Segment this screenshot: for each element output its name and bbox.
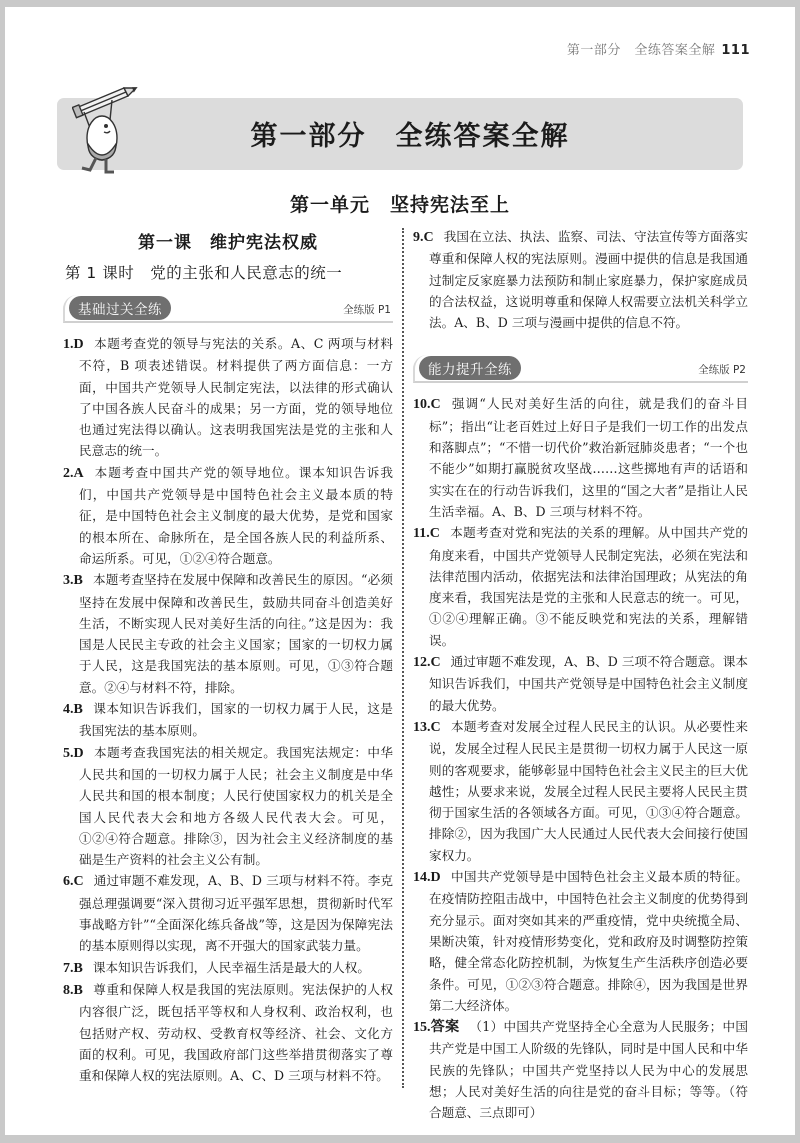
section-badge: 能力提升全练 (419, 356, 521, 380)
answer-item (63, 742, 393, 871)
answer-text: 本题考查坚持在发展中保障和改善民生的原因。“必须坚持在发展中保障和改善民生，鼓励共同奋斗创造美好生活，不断实现人民对美好生活的向往。”这是因为：我国是人民民主专政的社会主义国家；国家的一切权力属于人民，这是我国宪法的基本原则。可见，①③符合题意。②④与材料不符，排除。 (79, 572, 393, 695)
answer-list (413, 393, 748, 1123)
answer-item (63, 957, 393, 979)
answer-text: 本题考查我国宪法的相关规定。我国宪法规定：中华人民共和国的一切权力属于人民；社会主义制度是中华人民共和国的根本制度；人民行使国家权力的机关是全国人民代表大会和地方各级人民代表大会。可见，①②④符合题意。排除③，因为社会主义经济制度的基础是生产资料的社会主义公有制。 (79, 744, 393, 868)
answer-item (63, 979, 393, 1086)
answer-item (413, 716, 748, 866)
answer-text: 通过审题不难发现，A、B、D 三项与材料不符。李克强总理强调要“深入贯彻习近平强军思想，贯彻新时代军事战略方针”“全面深化练兵备战”等，这是因为保障宪法的基本原则得以实现，离不开强大的国家武装力量。 (79, 873, 393, 954)
answer-list (63, 333, 393, 1086)
unit-title: 第一单元 坚持宪法至上 (289, 194, 510, 216)
answer-number: 1.D (63, 337, 84, 352)
page-number: 111 (721, 43, 750, 58)
answer-text: 中国共产党领导是中国特色社会主义最本质的特征。在疫情防控阻击战中，中国特色社会主义制度的优势得到充分显示。面对突如其来的严重疫情，党中央统揽全局、果断决策，针对疫情形势变化，党和政府及时调整防控策略，健全常态化防控机制，为恢复生产生活秩序创造必要条件。可见，①②③符合题意。排除④，因为我国是世界第二大经济体。 (429, 869, 748, 1013)
answer-number: 15.答案 (413, 1020, 460, 1036)
section-badge: 基础过关全练 (69, 296, 171, 320)
answer-number: 12.C (413, 655, 441, 671)
answer-item (63, 569, 393, 698)
answer-number: 9.C (413, 230, 434, 245)
section-page-ref: 全练版 P2 (698, 364, 746, 377)
answer-number: 7.B (63, 960, 83, 976)
answer-number: 3.B (63, 573, 83, 589)
answer-item (413, 522, 748, 651)
answer-item (63, 333, 393, 462)
answer-number: 13.C (413, 719, 441, 735)
pencil-mascot-icon (72, 86, 142, 178)
answer-text: 通过审题不难发现，A、B、D 三项不符合题意。课本知识告诉我们，中国共产党领导是中国特色社会主义制度的最大优势。 (429, 654, 748, 713)
part-banner (57, 98, 743, 170)
answer-item (413, 226, 748, 333)
answer-item (63, 870, 393, 956)
answer-text: 本题考查对党和宪法的关系的理解。从中国共产党的角度来看，中国共产党领导人民制定宪法，必须在宪法和法律范围内活动，依据宪法和法律治国理政；从宪法的角度来看，我国宪法是党的主张和人民意志的统一。可见，①②④理解正确。③不能反映党和宪法的关系，理解错误。 (429, 525, 748, 648)
answer-item (413, 651, 748, 716)
answer-text: 课本知识告诉我们，人民幸福生活是最大的人权。 (92, 959, 370, 975)
section-page-ref: 全练版 P1 (343, 304, 391, 316)
running-head-section: 第一部分 全练答案全解 (566, 43, 716, 58)
answer-item (63, 698, 393, 742)
section-header-advanced (413, 355, 748, 383)
answer-text: 尊重和保障人权是我国的宪法原则。宪法保护的人权内容很广泛，既包括平等权和人身权利、政治权利，也包括财产权、劳动权、受教育权等经济、社会、文化方面的权利。可见，我国政府部门这些举措贯彻落实了尊重和保障人权的宪法原则。A、C、D 三项与材料不符。 (79, 981, 393, 1084)
answer-item (413, 393, 748, 522)
answer-number: 6.C (63, 874, 84, 890)
column-divider (402, 228, 404, 1088)
answer-number: 5.D (63, 745, 84, 761)
answer-item (413, 1016, 748, 1123)
right-column (413, 226, 748, 1124)
period-title: 第 1 课时 党的主张和人民意志的统一 (65, 264, 343, 282)
lesson-title: 第一课 维护宪法权威 (138, 233, 318, 253)
answer-number: 11.C (413, 526, 440, 542)
answer-text: 强调“人民对美好生活的向往，就是我们的奋斗目标”；指出“让老百姓过上好日子是我们一切工作的出发点和落脚点”；“不惜一切代价”救治新冠肺炎患者；“一个也不能少”如期打赢脱贫攻坚战……这些掷地有声的话语和实实在在的行动告诉我们，这里的“国之大者”是指让人民生活幸福。A、B、D 三项与材料不符。 (429, 396, 748, 519)
answer-item (63, 462, 393, 569)
answer-number: 2.A (63, 465, 84, 481)
answer-text: （1）中国共产党坚持全心全意为人民服务；中国共产党是中国工人阶级的先锋队，同时是中国人民和中华民族的先锋队；中国共产党坚持以人民为中心的发展思想；人民对美好生活的向往是党的奋斗目标；等等。（符合题意、三点即可） (429, 1019, 749, 1121)
answer-text: 课本知识告诉我们，国家的一切权力属于人民，这是我国宪法的基本原则。 (79, 701, 393, 739)
answer-text: 本题考查对发展全过程人民民主的认识。从必要性来说，发展全过程人民民主是贯彻一切权力属于人民这一原则的客观要求，能够彰显中国特色社会主义民主的巨大优越性；从要求来说，发展全过程人民民主要将人民民主贯彻于国家生活的各领域各方面。可见，①③④符合题意。排除②，因为我国广大人民通过人民代表大会间接行使国家权力。 (429, 718, 748, 863)
left-column (63, 226, 393, 1086)
answer-number: 8.B (63, 982, 83, 998)
answer-text: 本题考查中国共产党的领导地位。课本知识告诉我们，中国共产党领导是中国特色社会主义最本质的特征，是中国特色社会主义制度的最大优势，是党和国家的根本所在、命脉所在，是全国各族人民的利益所系、命运所系。可见，①②④符合题意。 (79, 464, 393, 566)
section-header-basic (63, 295, 393, 323)
answer-text: 本题考查党的领导与宪法的关系。A、C 两项与材料不符，B 项表述错误。材料提供了两方面信息：一方面，中国共产党领导人民制定宪法，以法律的形式确认了中国各族人民奋斗的成果；另一方面，党的领导地位也通过宪法得以确认。这表明我国宪法是党的主张和人民意志的统一。 (79, 336, 393, 459)
answer-number: 10.C (413, 397, 441, 413)
answer-item (413, 866, 748, 1016)
answer-text: 我国在立法、执法、监察、司法、守法宣传等方面落实尊重和保障人权的宪法原则。漫画中提供的信息是我国通过制定反家庭暴力法预防和制止家庭暴力，保护家庭成员的合法权益，这说明尊重和保障人权需要立法机关科学立法。A、B、D 三项与漫画中提供的信息不符。 (429, 229, 748, 331)
running-head (567, 39, 750, 58)
answer-number: 4.B (63, 702, 83, 718)
answer-number: 14.D (413, 870, 441, 886)
part-title: 第一部分 全练答案全解 (250, 121, 570, 152)
answer-list (413, 226, 748, 333)
